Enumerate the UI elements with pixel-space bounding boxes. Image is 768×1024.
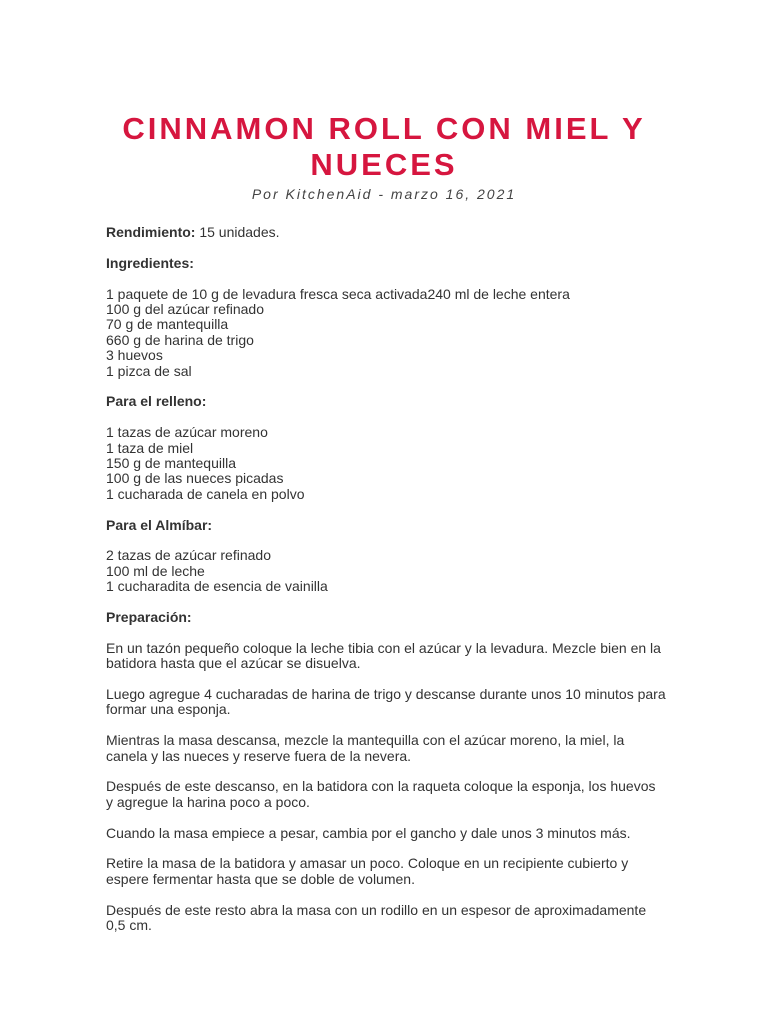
- syrup-list: [106, 548, 666, 594]
- page-title: [84, 111, 684, 183]
- list-item: 150 g de mantequilla: [106, 455, 236, 472]
- filling-heading: Para el relleno:: [106, 393, 207, 410]
- list-item: 1 cucharada de canela en polvo: [106, 485, 305, 502]
- preparation-step: Mientras la masa descansa, mezcle la mantequilla con el azúcar moreno, la miel, la canela y las nueces y reserve fuera de la nevera.: [106, 732, 625, 764]
- preparation-step: En un tazón pequeño coloque la leche tibia con el azúcar y la levadura. Mezcle bien en la batidora hasta que el azúcar se disuelva.: [106, 639, 661, 672]
- title-line-2: NUECES: [310, 147, 458, 182]
- list-item: 70 g de mantequilla: [106, 316, 229, 333]
- preparation-step: Cuando la masa empiece a pesar, cambia por el gancho y dale unos 3 minutos más.: [106, 824, 631, 841]
- preparation-heading: Preparación:: [106, 609, 192, 626]
- yield-line: [106, 225, 666, 240]
- recipe-body: [106, 225, 666, 949]
- list-item: 1 pizca de sal: [106, 362, 192, 379]
- preparation-step: Después de este descanso, en la batidora con la raqueta coloque la esponja, los huevos y agregue la harina poco a poco.: [106, 778, 656, 810]
- preparation-step: Después de este resto abra la masa con un rodillo en un espesor de aproximadamente 0,5 cm.: [106, 901, 647, 934]
- byline: Por KitchenAid - marzo 16, 2021: [251, 186, 517, 202]
- list-item: 100 g de las nueces picadas: [106, 470, 284, 487]
- list-item: 3 huevos: [106, 347, 163, 364]
- list-item: 1 taza de miel: [106, 439, 194, 456]
- syrup-heading: Para el Almíbar:: [106, 516, 213, 533]
- list-item: 2 tazas de azúcar refinado: [106, 547, 271, 564]
- filling-list: [106, 425, 666, 502]
- title-line-1: CINNAMON ROLL CON MIEL Y: [122, 111, 646, 146]
- list-item: 660 g de harina de trigo: [106, 331, 254, 348]
- list-item: 100 g del azúcar refinado: [106, 301, 264, 317]
- preparation-step: Luego agregue 4 cucharadas de harina de trigo y descanse durante unos 10 minutos para formar una esponja.: [106, 686, 666, 718]
- list-item: 1 paquete de 10 g de levadura fresca seca activada240 ml de leche entera: [106, 285, 570, 302]
- ingredients-heading: Ingredientes:: [106, 254, 194, 271]
- yield-value: 15 unidades.: [195, 224, 280, 240]
- yield-label: Rendimiento:: [106, 224, 196, 240]
- ingredients-list: [106, 287, 666, 379]
- preparation-step: Retire la masa de la batidora y amasar un poco. Coloque en un recipiente cubierto y espere fermentar hasta que se doble de volumen.: [106, 855, 629, 887]
- list-item: 1 tazas de azúcar moreno: [106, 424, 268, 441]
- list-item: 100 ml de leche: [106, 562, 205, 579]
- list-item: 1 cucharadita de esencia de vainilla: [106, 578, 328, 595]
